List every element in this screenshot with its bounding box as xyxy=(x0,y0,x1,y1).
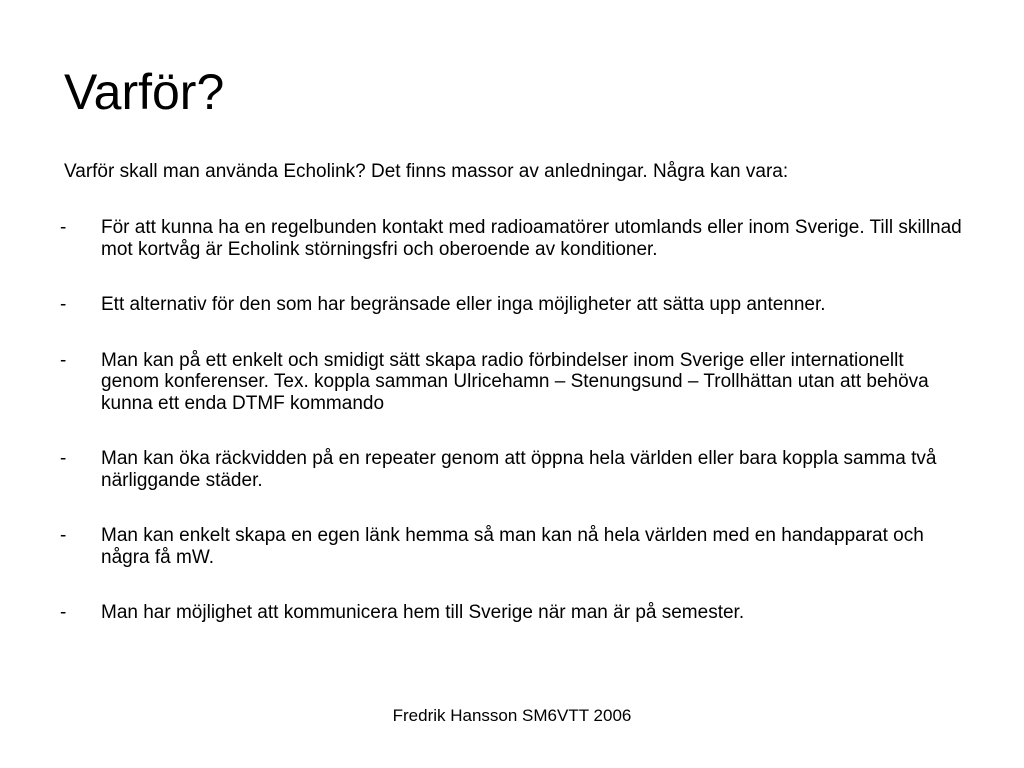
bullet-item xyxy=(60,349,964,415)
slide-title: Varför? xyxy=(64,64,225,120)
bullet-item xyxy=(60,448,964,491)
bullet-text: Man kan på ett enkelt och smidigt sätt skapa radio förbindelser inom Sverige eller internationellt genom konferenser. Tex. koppla samman Ulricehamn – Stenungsund – Trollhättan utan att behöva kunna ett enda DTMF kommando xyxy=(101,349,929,414)
bullet-marker: - xyxy=(60,294,67,315)
bullet-item xyxy=(60,217,964,260)
bullet-text: Ett alternativ för den som har begränsade eller inga möjligheter att sätta upp antenner. xyxy=(101,294,826,315)
bullet-text: Man kan öka räckvidden på en repeater genom att öppna hela världen eller bara koppla samma två närliggande städer. xyxy=(101,448,937,491)
bullet-text: Man har möjlighet att kommunicera hem till Sverige när man är på semester. xyxy=(101,602,745,623)
bullet-text: Man kan enkelt skapa en egen länk hemma så man kan nå hela världen med en handapparat och några få mW. xyxy=(101,525,924,568)
bullet-marker: - xyxy=(60,217,67,238)
bullet-item xyxy=(60,525,964,568)
bullet-list xyxy=(60,217,964,658)
bullet-marker: - xyxy=(60,602,67,623)
intro-text: Varför skall man använda Echolink? Det finns massor av anledningar. Några kan vara: xyxy=(64,161,789,182)
slide-footer: Fredrik Hansson SM6VTT 2006 xyxy=(392,706,632,725)
bullet-text: För att kunna ha en regelbunden kontakt med radioamatörer utomlands eller inom Sverige. Till skillnad mot kortvåg är Echolink störningsfri och oberoende av konditioner. xyxy=(101,217,962,260)
bullet-item xyxy=(60,602,964,624)
bullet-marker: - xyxy=(60,349,67,371)
bullet-marker: - xyxy=(60,525,67,546)
bullet-item xyxy=(60,294,964,316)
bullet-marker: - xyxy=(60,448,67,469)
